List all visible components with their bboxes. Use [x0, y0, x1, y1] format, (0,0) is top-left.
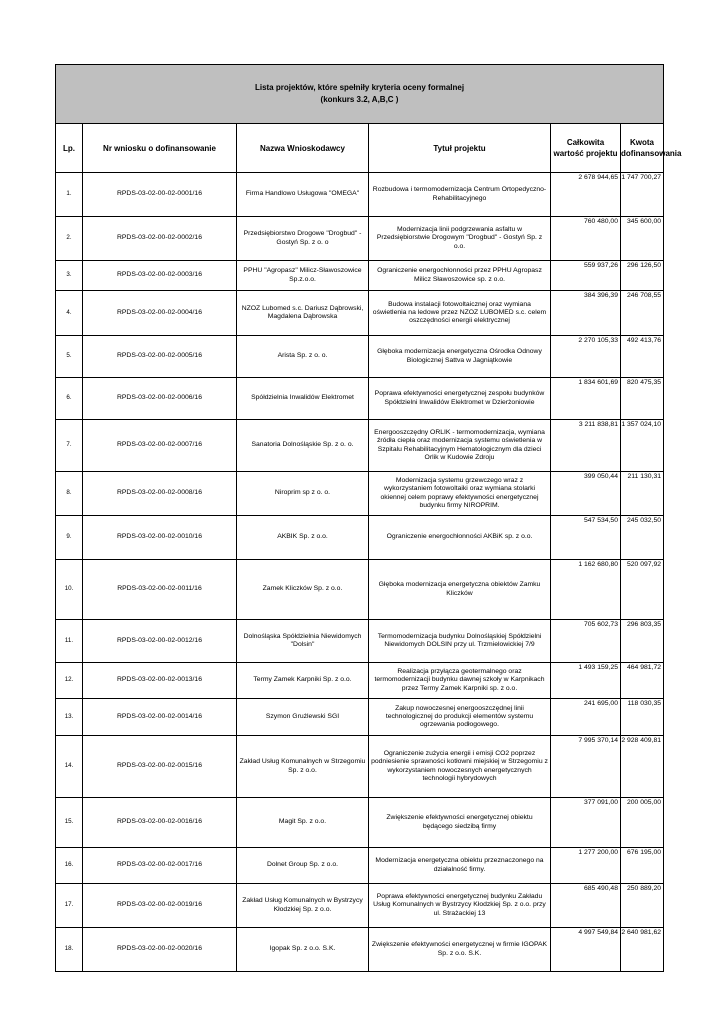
cell-project-title: Termomodernizacja budynku Dolnośląskiej Spółdzielni Niewidomych DOLSIN przy ul. Trzmielowickiej 7/9 — [369, 620, 551, 663]
table-row — [56, 336, 664, 378]
cell-application-number: RPDS-03-02-00-02-0016/16 — [83, 798, 237, 848]
column-header-name: Nazwa Wnioskodawcy — [237, 124, 369, 173]
cell-total-value: 760 480,00 — [551, 217, 621, 261]
column-header-title: Tytuł projektu — [369, 124, 551, 173]
cell-lp: 13. — [56, 699, 83, 736]
cell-application-number: RPDS-03-02-00-02-0003/16 — [83, 261, 237, 291]
cell-grant-amount: 676 195,00 — [621, 848, 664, 884]
cell-project-title: Ograniczenie zużycia energii i emisji CO2 poprzez podniesienie sprawności kotłowni miejskiej w Strzegomiu z wykorzystaniem nowoczesnych energetycznych technologii hybrydowych — [369, 736, 551, 798]
column-header-nr: Nr wniosku o dofinansowanie — [83, 124, 237, 173]
table-row — [56, 217, 664, 261]
cell-applicant-name: Arista Sp. z o. o. — [237, 336, 369, 378]
cell-lp: 3. — [56, 261, 83, 291]
cell-applicant-name: Dolnośląska Spółdzielnia Niewidomych "Dolsin" — [237, 620, 369, 663]
table-row — [56, 736, 664, 798]
cell-applicant-name: NZOZ Lubomed s.c. Dariusz Dąbrowski, Magdalena Dąbrowska — [237, 291, 369, 336]
cell-lp: 2. — [56, 217, 83, 261]
column-header-lp: Lp. — [56, 124, 83, 173]
cell-grant-amount: 296 126,50 — [621, 261, 664, 291]
cell-application-number: RPDS-03-02-00-02-0004/16 — [83, 291, 237, 336]
cell-applicant-name: AKBIK Sp. z o.o. — [237, 516, 369, 560]
column-header-grant: Kwota dofinansowania — [621, 124, 664, 173]
cell-application-number: RPDS-03-02-00-02-0008/16 — [83, 472, 237, 516]
table-row — [56, 516, 664, 560]
cell-project-title: Rozbudowa i termomodernizacja Centrum Ortopedyczno-Rehabilitacyjnego — [369, 173, 551, 217]
cell-total-value: 4 997 549,84 — [551, 928, 621, 972]
cell-applicant-name: Zamek Kliczków Sp. z o.o. — [237, 560, 369, 620]
cell-grant-amount: 200 005,00 — [621, 798, 664, 848]
cell-application-number: RPDS-03-02-00-02-0007/16 — [83, 420, 237, 472]
cell-total-value: 384 396,39 — [551, 291, 621, 336]
cell-lp: 5. — [56, 336, 83, 378]
cell-applicant-name: Zakład Usług Komunalnych w Strzegomiu Sp. z o.o. — [237, 736, 369, 798]
cell-total-value: 559 937,26 — [551, 261, 621, 291]
cell-total-value: 241 695,00 — [551, 699, 621, 736]
cell-applicant-name: PPHU "Agropasz" Milicz-Sławoszowice Sp.z.o.o. — [237, 261, 369, 291]
cell-application-number: RPDS-03-02-00-02-0015/16 — [83, 736, 237, 798]
cell-total-value: 1 277 200,00 — [551, 848, 621, 884]
title-line-2: (konkurs 3.2, A,B,C ) — [320, 95, 399, 104]
cell-applicant-name: Magit Sp. z o.o. — [237, 798, 369, 848]
table-row — [56, 173, 664, 217]
cell-lp: 16. — [56, 848, 83, 884]
cell-application-number: RPDS-03-02-00-02-0013/16 — [83, 663, 237, 699]
cell-project-title: Zakup nowoczesnej energooszczędnej linii technologicznej do produkcji elementów systemu ogrzewania podłogowego. — [369, 699, 551, 736]
cell-lp: 12. — [56, 663, 83, 699]
cell-project-title: Zwiększenie efektywności energetycznej obiektu będącego siedzibą firmy — [369, 798, 551, 848]
cell-applicant-name: Spółdzielnia Inwalidów Elektromet — [237, 378, 369, 420]
cell-total-value: 7 995 370,14 — [551, 736, 621, 798]
cell-project-title: Modernizacja systemu grzewczego wraz z wykorzystaniem fotowoltaiki oraz wymiana stolarki okiennej celem poprawy efektywności energetycznej budynku firmy NIROPRIM. — [369, 472, 551, 516]
cell-lp: 4. — [56, 291, 83, 336]
cell-project-title: Budowa instalacji fotowoltaicznej oraz wymiana oświetlenia na ledowe przez NZOZ LUBOMED s.c. celem oszczędności energii elektrycznej — [369, 291, 551, 336]
cell-project-title: Modernizacja linii podgrzewania asfaltu w Przedsiębiorstwie Drogowym "Drogbud" - Gostyń Sp. z o.o. — [369, 217, 551, 261]
table-row — [56, 884, 664, 928]
table-row — [56, 560, 664, 620]
cell-total-value: 1 162 680,80 — [551, 560, 621, 620]
cell-total-value: 705 602,73 — [551, 620, 621, 663]
cell-application-number: RPDS-03-02-00-02-0005/16 — [83, 336, 237, 378]
cell-project-title: Realizacja przyłącza geotermalnego oraz termomodernizacji budynku dawnej szkoły w Karpnikach przez Termy Zamek Karpniki sp. z o.o. — [369, 663, 551, 699]
cell-application-number: RPDS-03-02-00-02-0017/16 — [83, 848, 237, 884]
cell-lp: 11. — [56, 620, 83, 663]
cell-application-number: RPDS-03-02-00-02-0012/16 — [83, 620, 237, 663]
cell-lp: 6. — [56, 378, 83, 420]
table-row — [56, 420, 664, 472]
cell-lp: 15. — [56, 798, 83, 848]
cell-applicant-name: Zakład Usług Komunalnych w Bystrzycy Kłodzkiej Sp. z o.o. — [237, 884, 369, 928]
table-row — [56, 261, 664, 291]
cell-application-number: RPDS-03-02-00-02-0010/16 — [83, 516, 237, 560]
cell-project-title: Zwiększenie efektywności energetycznej w firmie IGOPAK Sp. z o.o. S.K. — [369, 928, 551, 972]
cell-lp: 9. — [56, 516, 83, 560]
cell-applicant-name: Szymon Grużlewski SGI — [237, 699, 369, 736]
cell-application-number: RPDS-03-02-00-02-0019/16 — [83, 884, 237, 928]
table-row — [56, 699, 664, 736]
cell-applicant-name: Sanatoria Dolnośląskie Sp. z o. o. — [237, 420, 369, 472]
cell-grant-amount: 2 640 981,62 — [621, 928, 664, 972]
cell-application-number: RPDS-03-02-00-02-0006/16 — [83, 378, 237, 420]
cell-total-value: 547 534,50 — [551, 516, 621, 560]
cell-applicant-name: Firma Handlowo Usługowa "OMEGA" — [237, 173, 369, 217]
cell-grant-amount: 1 357 024,10 — [621, 420, 664, 472]
cell-grant-amount: 1 747 700,27 — [621, 173, 664, 217]
cell-lp: 8. — [56, 472, 83, 516]
cell-grant-amount: 296 803,35 — [621, 620, 664, 663]
cell-grant-amount: 345 600,00 — [621, 217, 664, 261]
cell-lp: 7. — [56, 420, 83, 472]
cell-total-value: 2 270 105,33 — [551, 336, 621, 378]
table-row — [56, 798, 664, 848]
cell-grant-amount: 211 130,31 — [621, 472, 664, 516]
cell-grant-amount: 118 030,35 — [621, 699, 664, 736]
cell-grant-amount: 250 889,20 — [621, 884, 664, 928]
cell-total-value: 2 678 944,65 — [551, 173, 621, 217]
cell-grant-amount: 464 981,72 — [621, 663, 664, 699]
cell-lp: 18. — [56, 928, 83, 972]
cell-project-title: Ograniczenie energochłonności AKBiK sp. z o.o. — [369, 516, 551, 560]
table-row — [56, 472, 664, 516]
document-sheet — [55, 64, 682, 972]
cell-applicant-name: Termy Zamek Karpniki Sp. z o.o. — [237, 663, 369, 699]
cell-applicant-name: Dolnet Group Sp. z o.o. — [237, 848, 369, 884]
cell-grant-amount: 245 032,50 — [621, 516, 664, 560]
cell-application-number: RPDS-03-02-00-02-0014/16 — [83, 699, 237, 736]
cell-application-number: RPDS-03-02-00-02-0001/16 — [83, 173, 237, 217]
table-row — [56, 620, 664, 663]
cell-project-title: Głęboka modernizacja energetyczna obiektów Zamku Kliczków — [369, 560, 551, 620]
cell-project-title: Ograniczenie energochłonności przez PPHU Agropasz Milicz Sławoszowice sp. z o.o. — [369, 261, 551, 291]
cell-total-value: 1 493 159,25 — [551, 663, 621, 699]
title-line-1: Lista projektów, które spełniły kryteria oceny formalnej — [254, 83, 465, 92]
cell-application-number: RPDS-03-02-00-02-0002/16 — [83, 217, 237, 261]
cell-grant-amount: 2 928 409,81 — [621, 736, 664, 798]
header-row — [56, 124, 664, 173]
table-row — [56, 928, 664, 972]
table-row — [56, 663, 664, 699]
cell-lp: 17. — [56, 884, 83, 928]
cell-total-value: 377 091,00 — [551, 798, 621, 848]
cell-application-number: RPDS-03-02-00-02-0020/16 — [83, 928, 237, 972]
cell-lp: 10. — [56, 560, 83, 620]
cell-lp: 14. — [56, 736, 83, 798]
projects-table — [55, 64, 682, 972]
cell-grant-amount: 492 413,76 — [621, 336, 664, 378]
cell-applicant-name: Niroprim sp z o. o. — [237, 472, 369, 516]
cell-grant-amount: 820 475,35 — [621, 378, 664, 420]
table-body — [56, 173, 664, 972]
column-header-total: Całkowita wartość projektu — [551, 124, 621, 173]
table-row — [56, 378, 664, 420]
cell-total-value: 399 050,44 — [551, 472, 621, 516]
cell-project-title: Głęboka modernizacja energetyczna Ośrodka Odnowy Biologicznej Sattva w Jagniątkowie — [369, 336, 551, 378]
table-title — [56, 65, 664, 124]
cell-grant-amount: 520 097,92 — [621, 560, 664, 620]
cell-lp: 1. — [56, 173, 83, 217]
cell-project-title: Poprawa efektywności energetycznej zespołu budynków Spółdzielni Inwalidów Elektromet w Dzierżoniowie — [369, 378, 551, 420]
cell-application-number: RPDS-03-02-00-02-0011/16 — [83, 560, 237, 620]
cell-project-title: Modernizacja energetyczna obiektu przeznaczonego na działalność firmy. — [369, 848, 551, 884]
table-row — [56, 848, 664, 884]
table-row — [56, 291, 664, 336]
cell-applicant-name: Igopak Sp. z o.o. S.K. — [237, 928, 369, 972]
cell-applicant-name: Przedsiębiorstwo Drogowe "Drogbud" - Gostyń Sp. z o. o — [237, 217, 369, 261]
cell-grant-amount: 246 708,55 — [621, 291, 664, 336]
cell-total-value: 685 490,48 — [551, 884, 621, 928]
cell-total-value: 1 834 601,69 — [551, 378, 621, 420]
cell-project-title: Energooszczędny ORLIK - termomodernizacja, wymiana źródła ciepła oraz modernizacja systemu oświetlenia w Szpitalu Rehabilitacyjnym Hematologicznym dla dzieci Orlik w Kudowie Zdroju — [369, 420, 551, 472]
cell-project-title: Poprawa efektywności energetycznej budynku Zakładu Usług Komunalnych w Bystrzycy Kłodzkiej Sp. z o.o. przy ul. Strażackiej 13 — [369, 884, 551, 928]
cell-total-value: 3 211 838,81 — [551, 420, 621, 472]
